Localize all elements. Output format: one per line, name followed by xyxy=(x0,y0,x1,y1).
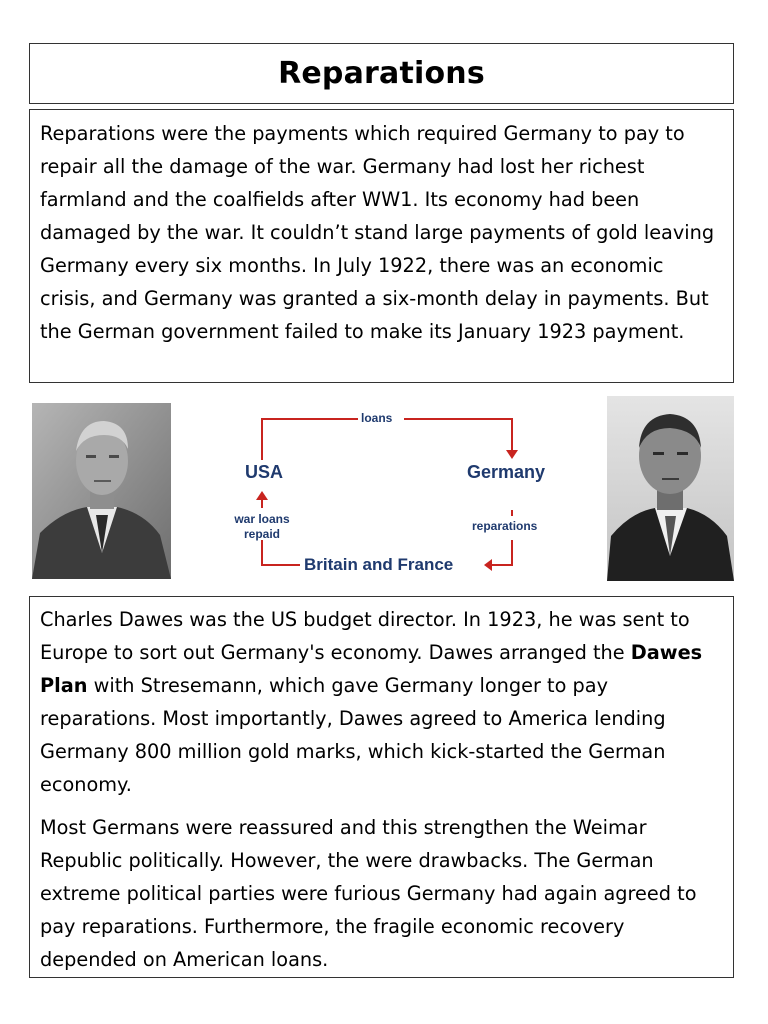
stresemann-photo xyxy=(607,396,734,581)
dawes-text-after: with Stresemann, which gave Germany longer to pay reparations. Most importantly, Dawes agreed to America lending Germany 800 million gold marks, which kick-started the German economy. xyxy=(40,674,666,796)
dawes-paragraph-1 xyxy=(40,603,723,801)
dawes-text-before: Charles Dawes was the US budget director. In 1923, he was sent to Europe to sort out Germany's economy. Dawes arranged the xyxy=(40,608,690,664)
loans-label: loans xyxy=(361,411,393,425)
war-loans-line2: repaid xyxy=(243,527,280,541)
reparations-label: reparations xyxy=(472,519,538,533)
war-loans-repaid-label xyxy=(228,512,296,542)
loans-cycle-diagram xyxy=(220,402,570,587)
dawes-plan-bold: Dawes Plan xyxy=(40,641,703,697)
intro-paragraph: Reparations were the payments which required Germany to pay to repair all the damage of the war. Germany had lost her richest farmland and the coalfields after WW1. Its economy had been damaged by the war. It couldn’t stand large payments of gold leaving Germany every six months. In July 1922, there was an economic crisis, and Germany was granted a six-month delay in payments. But the German government failed to make its January 1923 payment. xyxy=(40,122,715,343)
war-loans-line1: war loans xyxy=(234,512,290,526)
intro-box xyxy=(29,109,734,383)
germany-label: Germany xyxy=(467,462,546,482)
charles-dawes-photo xyxy=(32,403,171,579)
usa-label: USA xyxy=(245,462,284,482)
page-title: Reparations xyxy=(278,56,485,91)
britain-france-label: Britain and France xyxy=(304,555,454,574)
dawes-paragraph-2: Most Germans were reassured and this strengthen the Weimar Republic politically. However, the were drawbacks. The German extreme political parties were furious Germany had again agreed to pay reparations. Furthermore, the fragile economic recovery depended on American loans. xyxy=(40,816,697,971)
title-box xyxy=(29,43,734,104)
dawes-box xyxy=(29,596,734,978)
